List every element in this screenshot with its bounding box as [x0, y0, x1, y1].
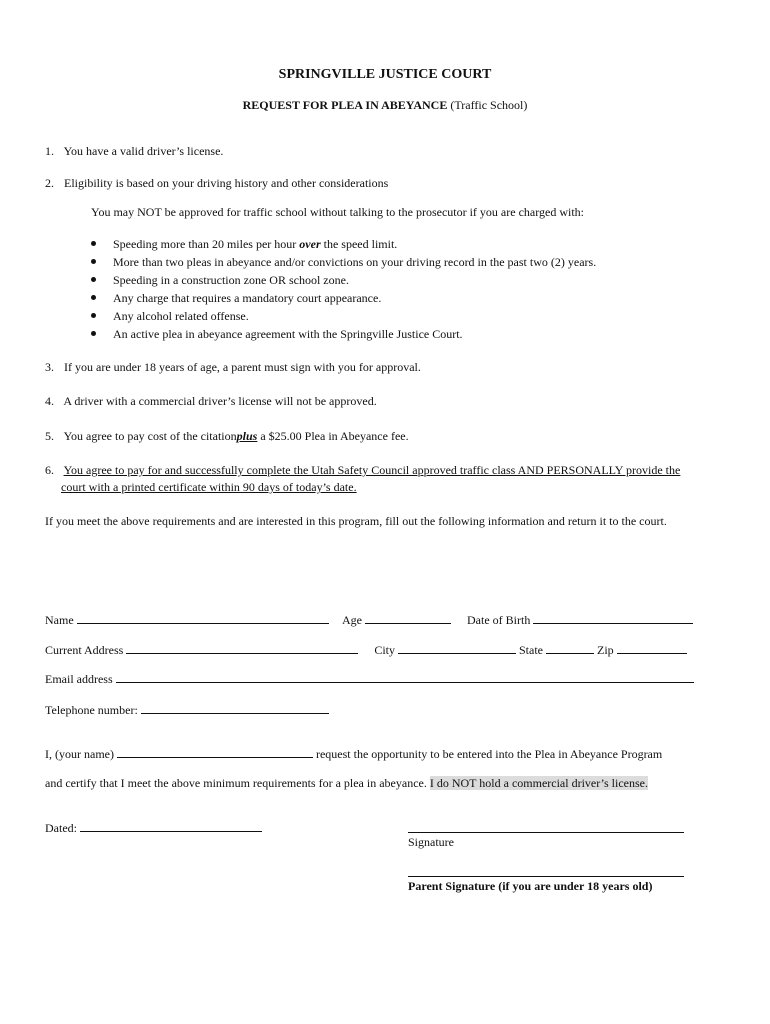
- address-label: Current Address: [45, 643, 124, 657]
- certify-row-2: [45, 776, 648, 791]
- signature-line[interactable]: [408, 832, 684, 833]
- name-field[interactable]: [77, 612, 329, 624]
- requirement-3: [45, 360, 421, 375]
- email-field[interactable]: [116, 671, 694, 683]
- zip-label: Zip: [597, 643, 614, 657]
- dob-label: Date of Birth: [467, 613, 531, 627]
- list-item: Speeding in a construction zone OR school zone.: [91, 271, 596, 289]
- disqualifying-charges-list: [91, 235, 596, 343]
- form-subtitle: [0, 98, 770, 113]
- bullet-1-pre: Speeding more than 20 miles per hour: [113, 237, 297, 251]
- requirement-6-line-1: You agree to pay for and successfully complete the Utah Safety Council approved traffic class AND PERSONALLY provide the: [63, 463, 681, 477]
- signature-label: Signature: [408, 835, 454, 849]
- zip-field[interactable]: [617, 642, 687, 654]
- name-row: [45, 612, 693, 628]
- form-subtitle-bold: REQUEST FOR PLEA IN ABEYANCE: [242, 98, 448, 112]
- requirement-5: [45, 429, 409, 444]
- phone-field[interactable]: [141, 702, 329, 714]
- certify-row: [45, 746, 662, 762]
- state-label: State: [519, 643, 543, 657]
- prosecutor-notice: You may NOT be approved for traffic school without talking to the prosecutor if you are charged with:: [91, 205, 585, 219]
- requirement-3-text: If you are under 18 years of age, a parent must sign with you for approval.: [64, 360, 421, 374]
- your-name-field[interactable]: [117, 746, 313, 758]
- certify-post: request the opportunity to be entered into the Plea in Abeyance Program: [315, 747, 663, 761]
- list-item: More than two pleas in abeyance and/or convictions on your driving record in the past two (2) years.: [91, 253, 596, 271]
- requirement-5-emphasis: plus: [236, 429, 258, 443]
- form-subtitle-rest: (Traffic School): [450, 98, 528, 112]
- requirement-6-number: 6.: [45, 463, 54, 477]
- parent-signature-label: Parent Signature (if you are under 18 years old): [408, 879, 653, 893]
- dated-row: [45, 820, 262, 836]
- commercial-license-statement: I do NOT hold a commercial driver’s license.: [429, 776, 648, 790]
- requirement-1: [45, 144, 223, 159]
- date-field[interactable]: [80, 820, 262, 832]
- requirement-5-pre: You agree to pay cost of the citation: [63, 429, 237, 443]
- requirement-2: [45, 176, 388, 191]
- requirement-4-number: 4.: [45, 394, 54, 408]
- dob-field[interactable]: [533, 612, 693, 624]
- age-label: Age: [342, 613, 362, 627]
- list-item: Any alcohol related offense.: [91, 307, 596, 325]
- dated-label: Dated:: [45, 821, 77, 835]
- requirement-3-number: 3.: [45, 360, 54, 374]
- state-field[interactable]: [546, 642, 594, 654]
- phone-row: [45, 702, 329, 718]
- requirement-2-text: Eligibility is based on your driving history and other considerations: [64, 176, 389, 190]
- email-label: Email address: [45, 672, 113, 686]
- address-field[interactable]: [126, 642, 358, 654]
- address-row: [45, 642, 687, 658]
- instructions-text: If you meet the above requirements and are interested in this program, fill out the following information and return it to the court.: [45, 514, 667, 528]
- requirement-6-continuation: [61, 480, 357, 495]
- certify-line-2: and certify that I meet the above minimum requirements for a plea in abeyance.: [45, 776, 427, 790]
- parent-signature-line[interactable]: [408, 876, 684, 877]
- phone-label: Telephone number:: [45, 703, 138, 717]
- court-title: SPRINGVILLE JUSTICE COURT: [278, 67, 492, 82]
- requirement-1-number: 1.: [45, 144, 54, 158]
- certify-pre: I, (your name): [45, 747, 114, 761]
- list-item: An active plea in abeyance agreement with the Springville Justice Court.: [91, 325, 596, 343]
- requirement-5-number: 5.: [45, 429, 54, 443]
- list-item: [91, 235, 596, 253]
- requirement-1-text: You have a valid driver’s license.: [63, 144, 224, 158]
- age-field[interactable]: [365, 612, 451, 624]
- requirement-2-number: 2.: [45, 176, 54, 190]
- city-label: City: [374, 643, 395, 657]
- city-field[interactable]: [398, 642, 516, 654]
- bullet-1-emphasis: over: [299, 237, 321, 251]
- requirement-6: [45, 463, 680, 478]
- email-row: [45, 671, 694, 687]
- bullet-1-post: the speed limit.: [323, 237, 398, 251]
- list-item: Any charge that requires a mandatory court appearance.: [91, 289, 596, 307]
- requirement-6-line-2: court with a printed certificate within 90 days of today’s date.: [61, 480, 357, 494]
- requirement-4-text: A driver with a commercial driver’s license will not be approved.: [63, 394, 377, 408]
- name-label: Name: [45, 613, 74, 627]
- requirement-4: [45, 394, 377, 409]
- requirement-5-post: a $25.00 Plea in Abeyance fee.: [260, 429, 409, 443]
